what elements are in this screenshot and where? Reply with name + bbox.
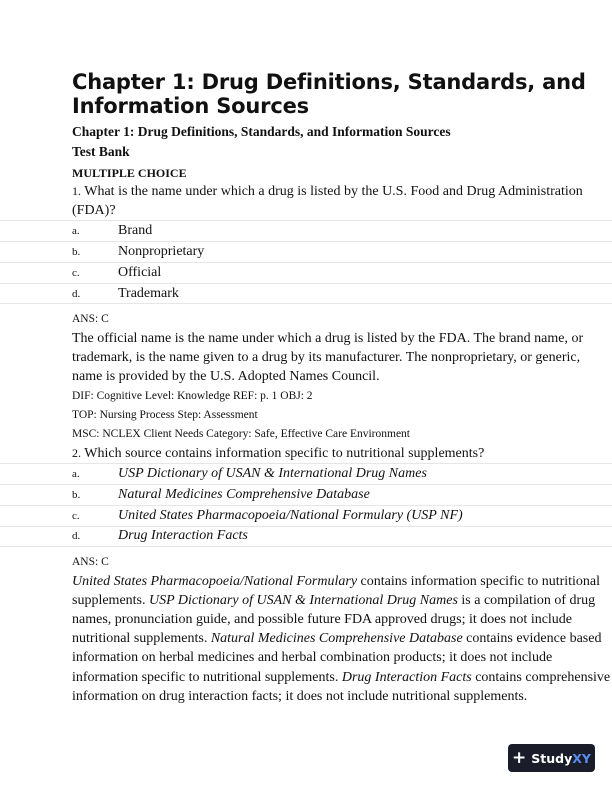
option-text: USP Dictionary of USAN & International Drug Names bbox=[118, 465, 427, 481]
option-letter: a. bbox=[72, 467, 80, 480]
rationale-1: The official name is the name under which a drug is listed by the FDA. The brand name, or trademark, is the name given to a drug by its manufacturer. The nonproprietary, or generic, name is provided by the U.S. Adopted Names Council. bbox=[72, 331, 584, 385]
rationale-2 bbox=[72, 572, 612, 706]
topic-1: TOP: Nursing Process Step: Assessment bbox=[72, 408, 258, 421]
dif-1: DIF: Cognitive Level: Knowledge REF: p. 1 OBJ: 2 bbox=[72, 389, 313, 402]
document-page bbox=[72, 70, 612, 706]
question-1 bbox=[72, 182, 612, 220]
page-title: Chapter 1: Drug Definitions, Standards, and Information Sources bbox=[72, 70, 586, 118]
option-text: Trademark bbox=[118, 285, 179, 301]
option-c bbox=[0, 505, 612, 526]
rationale-text: contains evidence based information on herbal medicines and herbal combination products; it does not include information specific to nutritional supplements. bbox=[72, 631, 602, 685]
option-letter: d. bbox=[72, 287, 81, 300]
rationale-italic: Drug Interaction Facts bbox=[341, 669, 472, 685]
option-d bbox=[0, 283, 612, 304]
option-a bbox=[0, 463, 612, 484]
rationale-text: is a compilation of drug names, pronunciation guide, and possible future FDA approved drugs; it does not include nutritional supplements. bbox=[72, 592, 596, 647]
rationale-italic: USP Dictionary of USAN & International Drug Names bbox=[149, 592, 458, 608]
option-text: Drug Interaction Facts bbox=[118, 528, 248, 544]
rationale-italic: Natural Medicines Comprehensive Database bbox=[210, 631, 463, 647]
option-text: Natural Medicines Comprehensive Database bbox=[118, 486, 370, 502]
chapter-subtitle: Chapter 1: Drug Definitions, Standards, and Information Sources bbox=[72, 124, 451, 139]
option-b bbox=[0, 484, 612, 505]
msc-1: MSC: NCLEX Client Needs Category: Safe, Effective Care Environment bbox=[72, 427, 411, 440]
rationale-italic: United States Pharmacopoeia/National Formulary bbox=[72, 573, 358, 589]
question-text: What is the name under which a drug is listed by the U.S. Food and Drug Administration (FDA)? bbox=[72, 184, 583, 218]
question-2-options bbox=[0, 463, 612, 547]
option-letter: b. bbox=[72, 488, 81, 501]
plus-icon: + bbox=[512, 747, 527, 768]
option-text: Brand bbox=[118, 223, 153, 238]
rationale-text: contains information specific to nutritional supplements. bbox=[72, 573, 601, 608]
option-a bbox=[0, 220, 612, 241]
option-d bbox=[0, 526, 612, 547]
answer-1: ANS: C bbox=[72, 313, 109, 325]
option-letter: d. bbox=[72, 530, 81, 543]
option-text: Official bbox=[118, 265, 162, 280]
section-heading: MULTIPLE CHOICE bbox=[72, 166, 187, 180]
option-letter: c. bbox=[72, 267, 80, 279]
option-b bbox=[0, 241, 612, 262]
option-text: United States Pharmacopoeia/National Formulary (USP NF) bbox=[118, 507, 463, 523]
test-bank-label: Test Bank bbox=[72, 144, 130, 159]
question-number: 2. bbox=[72, 445, 81, 460]
option-letter: c. bbox=[72, 509, 80, 522]
option-text: Nonproprietary bbox=[118, 244, 205, 259]
option-letter: b. bbox=[72, 246, 81, 258]
option-letter: a. bbox=[72, 225, 80, 237]
question-number: 1. bbox=[72, 184, 81, 198]
question-2 bbox=[72, 444, 612, 463]
option-c bbox=[0, 262, 612, 283]
studyxy-badge[interactable] bbox=[508, 744, 595, 772]
question-1-options bbox=[0, 220, 612, 304]
answer-2: ANS: C bbox=[72, 555, 109, 568]
brand-wordmark: StudyXY bbox=[531, 750, 591, 766]
question-text: Which source contains information specific to nutritional supplements? bbox=[84, 445, 485, 461]
rationale-text: contains comprehensive information on drug interaction facts; it does not include nutritional supplements. bbox=[72, 669, 611, 704]
